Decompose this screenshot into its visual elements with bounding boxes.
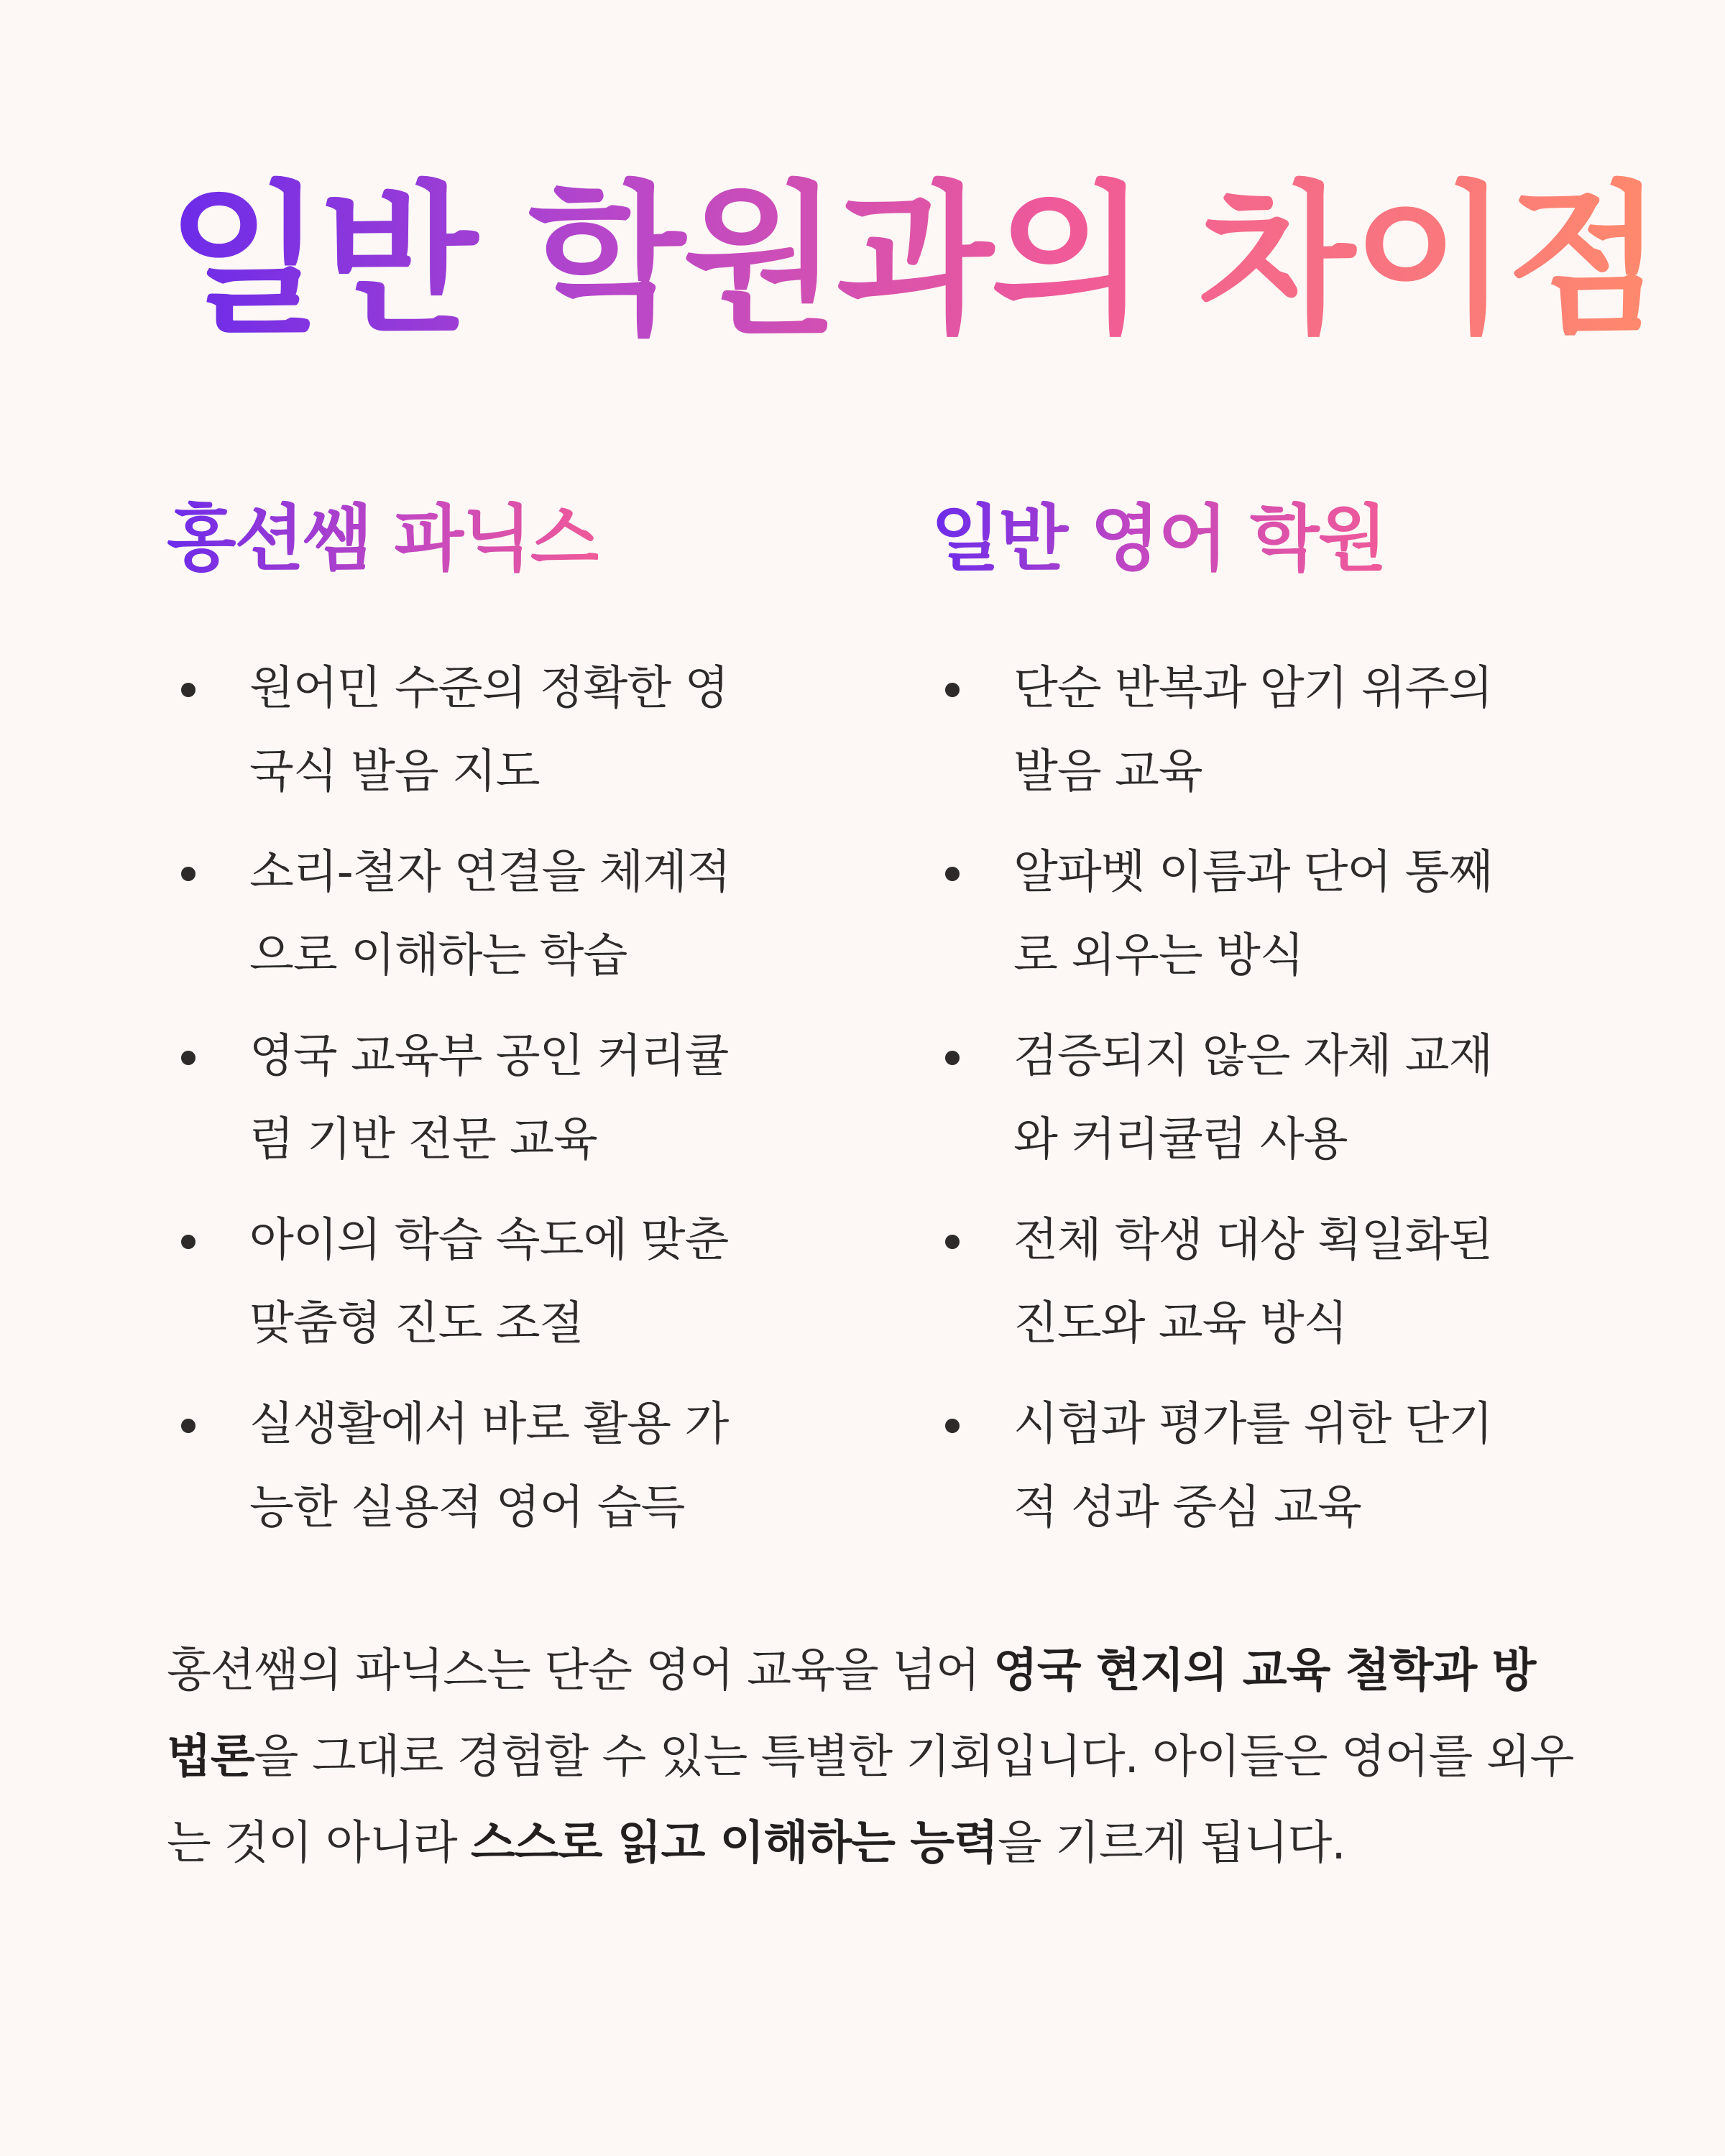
- list-item-text: 아이의 학습 속도에 맞춘 맞춤형 진도 조절: [249, 1214, 729, 1350]
- list-item: [167, 1199, 767, 1365]
- bullet-icon: [945, 1235, 960, 1249]
- list-item: [167, 1015, 767, 1181]
- column-title-hongsyeon-phonics: 홍션쌤 파닉스: [167, 497, 599, 581]
- list-item-text: 영국 교육부 공인 커리큘럼 기반 전문 교육: [249, 1030, 729, 1166]
- bullet-icon: [945, 1419, 960, 1433]
- summary-paragraph: [167, 1628, 1576, 1886]
- bullet-icon: [945, 683, 960, 697]
- bullet-icon: [181, 1051, 196, 1065]
- bullet-icon: [181, 867, 196, 881]
- summary-text: 을 기르게 됩니다.: [997, 1817, 1346, 1870]
- bullet-icon: [181, 1419, 196, 1433]
- list-item-text: 원어민 수준의 정확한 영국식 발음 지도: [249, 662, 729, 798]
- column-hongsyeon-phonics: [167, 496, 814, 1534]
- bullet-icon: [181, 683, 196, 697]
- feature-list-general-academy: [931, 647, 1578, 1567]
- list-item-text: 소리-철자 연결을 체계적으로 이해하는 학습: [249, 846, 731, 982]
- feature-list-hongsyeon-phonics: [167, 647, 814, 1567]
- list-item-text: 검증되지 않은 자체 교재와 커리큘럼 사용: [1013, 1030, 1493, 1166]
- list-item-text: 전체 학생 대상 획일화된 진도와 교육 방식: [1013, 1214, 1493, 1350]
- list-item: [931, 1199, 1531, 1365]
- bullet-icon: [945, 867, 960, 881]
- summary-text: 홍션쌤의 파닉스는 단순 영어 교육을 넘어: [167, 1644, 994, 1697]
- list-item: [931, 1015, 1531, 1181]
- bullet-icon: [181, 1235, 196, 1249]
- list-item-text: 실생활에서 바로 활용 가능한 실용적 영어 습득: [249, 1398, 729, 1534]
- list-item-text: 알파벳 이름과 단어 통째로 외우는 방식: [1013, 846, 1493, 982]
- list-item: [167, 831, 767, 998]
- list-item: [167, 647, 767, 814]
- list-item: [931, 831, 1531, 998]
- list-item-text: 시험과 평가를 위한 단기적 성과 중심 교육: [1013, 1398, 1493, 1534]
- summary-emphasis: 영국 현지의 교육 철학과 방법론: [167, 1644, 1536, 1784]
- bullet-icon: [945, 1051, 960, 1065]
- summary-text: 을 그대로 경험할 수 있는 특별한 기회입니다. 아이들은 영어를 외우는 것이 아니라: [167, 1731, 1574, 1870]
- page-title: 일반 학원과의 차이점: [167, 167, 1661, 356]
- column-title-general-academy: 일반 영어 학원: [931, 497, 1386, 581]
- list-item: [931, 1383, 1531, 1549]
- list-item: [167, 1383, 767, 1549]
- list-item: [931, 647, 1531, 814]
- summary-emphasis: 스스로 읽고 이해하는 능력: [470, 1817, 998, 1870]
- column-general-academy: [931, 496, 1578, 1534]
- list-item-text: 단순 반복과 암기 위주의 발음 교육: [1013, 662, 1493, 798]
